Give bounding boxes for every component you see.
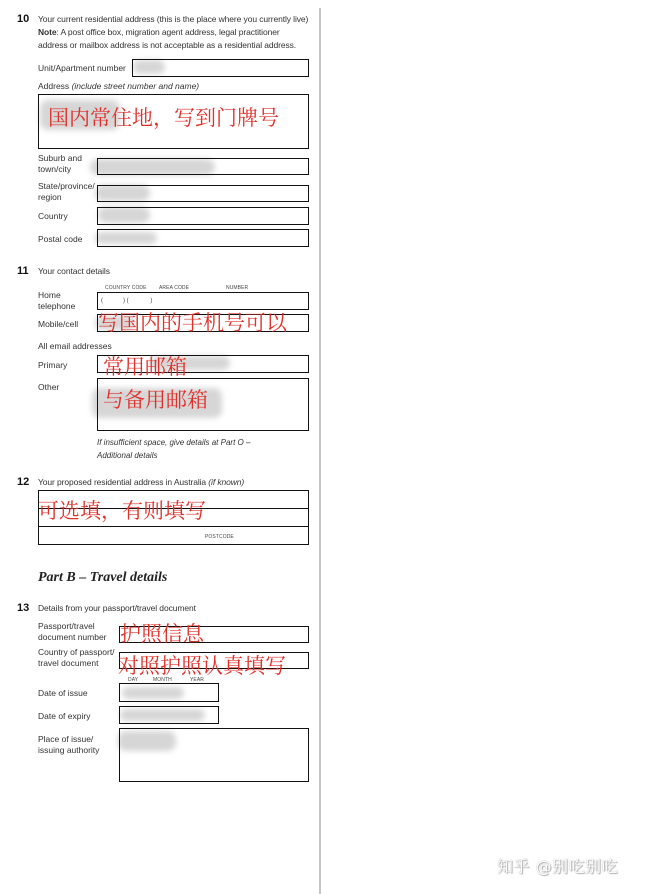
q12-title: Your proposed residential address in Australia (if known): [38, 477, 245, 487]
date-of-issue-field[interactable]: [119, 683, 219, 702]
postal-code-label: Postal code: [38, 234, 83, 244]
postal-code-field[interactable]: [97, 229, 309, 247]
address-line-divider: [38, 526, 309, 527]
page-divider: [319, 8, 321, 894]
q10-note-2: address or mailbox address is not acceptable as a residential address.: [38, 40, 297, 50]
col-year: YEAR: [190, 677, 205, 683]
annotation-address: 国内常住地，写到门牌号: [48, 106, 279, 130]
address-hint: (include street number and name): [71, 81, 200, 91]
q11-title: Your contact details: [38, 266, 110, 276]
postcode-label: POSTCODE: [205, 534, 234, 540]
unit-label: Unit/Apartment number: [38, 63, 126, 73]
col-area-code: AREA CODE: [159, 285, 190, 291]
annotation-other-email: 与备用邮箱: [103, 388, 208, 412]
emails-heading: All email addresses: [38, 341, 112, 351]
q12-hint: (if known): [208, 477, 245, 487]
question-number-10: 10: [17, 13, 30, 25]
part-b-title: Part B – Travel details: [38, 570, 168, 585]
phone-parens: ( ) ( ): [101, 298, 153, 304]
annotation-phone: 写国内的手机号可以: [98, 311, 287, 335]
note-text: : A post office box, migration agent address, legal practitioner: [56, 27, 280, 37]
col-month: MONTH: [153, 677, 172, 683]
col-country-code: COUNTRY CODE: [105, 285, 147, 291]
state-label: State/province/ region: [38, 181, 95, 202]
question-number-12: 12: [17, 476, 30, 488]
state-field[interactable]: [97, 185, 309, 202]
country-field[interactable]: [97, 207, 309, 225]
col-day: DAY: [128, 677, 139, 683]
q13-title: Details from your passport/travel document: [38, 603, 196, 613]
insufficient-space-note: If insufficient space, give details at Part O – Additional details: [97, 438, 251, 460]
annotation-passport-info: 护照信息: [120, 622, 204, 646]
q10-title: Your current residential address (this is the place where you currently live): [38, 14, 309, 24]
zhihu-watermark: 知乎 @别吃别吃: [497, 857, 619, 876]
note-label: Note: [38, 27, 57, 37]
address-label: [38, 81, 199, 92]
place-of-issue-field[interactable]: [119, 728, 309, 782]
annotation-check-passport: 对照护照认真填写: [118, 654, 286, 678]
place-of-issue-label: Place of issue/ issuing authority: [38, 734, 100, 755]
annotation-optional: 可选填，有则填写: [38, 499, 206, 523]
q10-note: [38, 26, 280, 39]
date-of-issue-label: Date of issue: [38, 688, 88, 698]
home-telephone-label: Home telephone: [38, 290, 76, 311]
date-of-expiry-label: Date of expiry: [38, 711, 91, 721]
mobile-label: Mobile/cell: [38, 319, 79, 329]
annotation-primary-email: 常用邮箱: [103, 355, 187, 379]
passport-country-label: Country of passport/ travel document: [38, 647, 115, 668]
suburb-label: Suburb and town/city: [38, 153, 82, 174]
address-label-text: Address: [38, 81, 70, 91]
col-number: NUMBER: [226, 285, 249, 291]
suburb-field[interactable]: [97, 158, 309, 175]
question-number-11: 11: [17, 265, 29, 277]
other-email-label: Other: [38, 382, 60, 392]
primary-email-label: Primary: [38, 360, 68, 370]
unit-field[interactable]: [132, 59, 309, 77]
date-of-expiry-field[interactable]: [119, 706, 219, 724]
country-label: Country: [38, 211, 68, 221]
passport-number-label: Passport/travel document number: [38, 621, 107, 642]
question-number-13: 13: [17, 602, 30, 614]
